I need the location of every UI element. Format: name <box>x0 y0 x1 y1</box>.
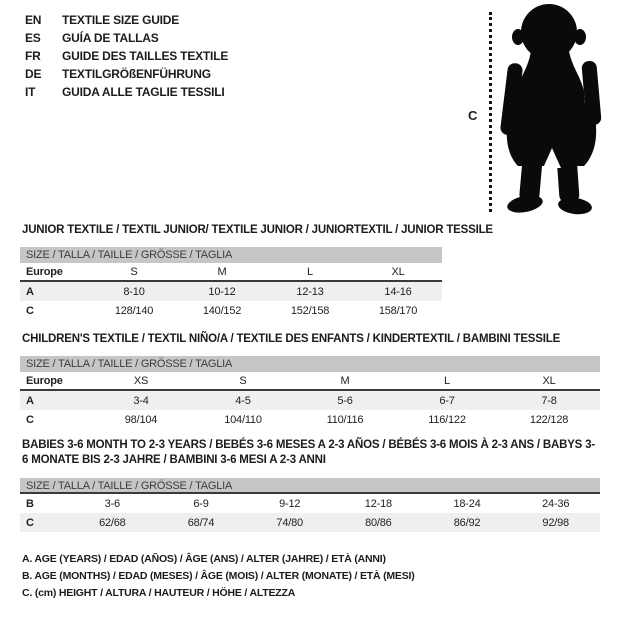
lang-row-de <box>25 65 228 83</box>
lang-label: GUÍA DE TALLAS <box>62 31 159 45</box>
toddler-silhouette-image <box>498 3 620 215</box>
table-row-height <box>20 301 442 320</box>
language-list <box>25 11 228 101</box>
junior-table <box>20 247 442 320</box>
babies-table <box>20 478 600 532</box>
value-cell: 3-4 <box>133 394 149 407</box>
lang-label: GUIDA ALLE TAGLIE TESSILI <box>62 85 225 99</box>
children-table <box>20 356 600 429</box>
size-cell: S <box>130 265 138 278</box>
lang-code: DE <box>25 67 42 81</box>
value-cell: 104/110 <box>224 413 262 426</box>
note-age-months: B. AGE (MONTHS) / EDAD (MESES) / ÂGE (MOIS) / ALTER (MONATE) / ETÀ (MESI) <box>22 570 415 582</box>
value-cell: 68/74 <box>187 516 215 529</box>
lang-label: TEXTILE SIZE GUIDE <box>62 13 180 27</box>
table-row-europe <box>20 372 600 391</box>
lang-row-fr <box>25 47 228 65</box>
value-cell: 4-5 <box>235 394 251 407</box>
size-cell: XL <box>391 265 405 278</box>
babies-table-title: BABIES 3-6 MONTH TO 2-3 YEARS / BEBÉS 3-6 MESES A 2-3 AÑOS / BÉBÉS 3-6 MOIS À 2-3 ANS / BABYS 3-6 MONATE BIS 2-3 JAHRE / BAMBINI 3-6 MESI A 2-3 ANNI <box>22 439 595 466</box>
value-cell: 10-12 <box>208 285 236 298</box>
row-label: A <box>26 285 34 298</box>
row-label: C <box>26 413 34 426</box>
size-cell: XS <box>133 374 149 387</box>
value-cell: 116/122 <box>428 413 466 426</box>
legend-notes <box>22 551 415 602</box>
size-cell: L <box>444 374 450 387</box>
note-height-cm: C. (cm) HEIGHT / ALTURA / HAUTEUR / HÖHE / ALTEZZA <box>22 587 296 599</box>
note-age-years: A. AGE (YEARS) / EDAD (AÑOS) / ÂGE (ANS) / ALTER (JAHRE) / ETÀ (ANNI) <box>22 553 386 565</box>
value-cell: 9-12 <box>279 497 301 510</box>
size-cell: XL <box>542 374 556 387</box>
value-cell: 92/98 <box>542 516 569 529</box>
value-cell: 6-9 <box>193 497 209 510</box>
lang-code: FR <box>25 49 41 63</box>
size-cell: M <box>340 374 350 387</box>
value-cell: 6-7 <box>439 394 455 407</box>
value-cell: 122/128 <box>529 413 569 426</box>
value-cell: 12-13 <box>296 285 324 298</box>
table-row-height <box>20 410 600 429</box>
value-cell: 158/170 <box>378 304 418 317</box>
value-cell: 80/86 <box>365 516 392 529</box>
row-label: C <box>26 304 34 317</box>
value-cell: 5-6 <box>337 394 353 407</box>
row-label: A <box>26 394 34 407</box>
lang-code: EN <box>25 13 42 27</box>
table-row-height <box>20 513 600 532</box>
row-label: B <box>26 497 34 510</box>
lang-row-es <box>25 29 228 47</box>
children-table-title: CHILDREN'S TEXTILE / TEXTIL NIÑO/A / TEXTILE DES ENFANTS / KINDERTEXTIL / BAMBINI TESSILE <box>22 333 561 345</box>
size-header-bar: SIZE / TALLA / TAILLE / GRÖSSE / TAGLIA <box>20 478 600 494</box>
table-row-months <box>20 494 600 513</box>
size-cell: M <box>217 265 227 278</box>
size-cell: S <box>239 374 247 387</box>
size-header-bar: SIZE / TALLA / TAILLE / GRÖSSE / TAGLIA <box>20 247 442 263</box>
value-cell: 8-10 <box>123 285 145 298</box>
height-marker-label: C <box>468 108 478 123</box>
value-cell: 110/116 <box>326 413 364 426</box>
lang-row-en <box>25 11 228 29</box>
value-cell: 7-8 <box>541 394 557 407</box>
size-cell: L <box>307 265 313 278</box>
value-cell: 140/152 <box>202 304 242 317</box>
row-label: C <box>26 516 34 529</box>
height-dashed-line <box>489 12 492 212</box>
value-cell: 3-6 <box>104 497 120 510</box>
lang-label: TEXTILGRÖßENFÜHRUNG <box>62 67 211 81</box>
lang-label: GUIDE DES TAILLES TEXTILE <box>62 49 229 63</box>
value-cell: 152/158 <box>290 304 330 317</box>
value-cell: 14-16 <box>384 285 412 298</box>
value-cell: 74/80 <box>276 516 303 529</box>
row-label: Europe <box>26 265 63 278</box>
row-label: Europe <box>26 374 63 387</box>
table-row-age <box>20 282 442 301</box>
lang-row-it <box>25 83 228 101</box>
value-cell: 98/104 <box>124 413 158 426</box>
lang-code: ES <box>25 31 41 45</box>
table-row-europe <box>20 263 442 282</box>
lang-code: IT <box>25 85 36 99</box>
value-cell: 86/92 <box>453 516 481 529</box>
table-row-age <box>20 391 600 410</box>
junior-table-title: JUNIOR TEXTILE / TEXTIL JUNIOR/ TEXTILE JUNIOR / JUNIORTEXTIL / JUNIOR TESSILE <box>22 224 493 236</box>
value-cell: 12-18 <box>364 497 392 510</box>
value-cell: 128/140 <box>114 304 154 317</box>
size-header-bar: SIZE / TALLA / TAILLE / GRÖSSE / TAGLIA <box>20 356 600 372</box>
value-cell: 18-24 <box>453 497 481 510</box>
value-cell: 62/68 <box>99 516 126 529</box>
value-cell: 24-36 <box>542 497 570 510</box>
